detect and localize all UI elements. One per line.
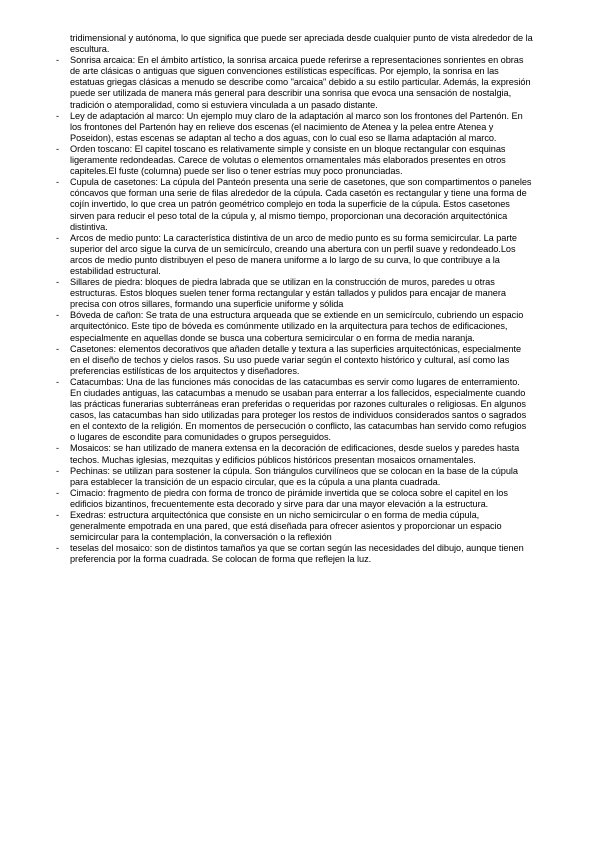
glossary-entry-sillares xyxy=(55,277,533,310)
bullet-dash: - xyxy=(56,143,60,154)
bullet-dash: - xyxy=(56,343,60,354)
entry-text: Cimacio: fragmento de piedra con forma de tronco de pirámide invertida que se coloca sobre el capitel en los edificios bizantinos, frecuentemente esta decorado y sirve para dar una mayor elevación a la estructura. xyxy=(70,487,508,509)
entry-text: teselas del mosaico: son de distintos tamaños ya que se cortan según las necesidades del dibujo, aunque tienen preferencia por la forma cuadrada. Se colocan de forma que reflejen la luz. xyxy=(70,543,524,565)
bullet-dash: - xyxy=(56,232,60,243)
entry-text: Exedras: estructura arquitectónica que consiste en un nicho semicircular o en forma de media cúpula, generalmente empotrada en una pared, que está diseñada para ofrecer asientos y proporcionar un espacio semicircular para la contemplación, la conversación o la reflexión xyxy=(70,510,502,543)
entry-text: Pechinas: se utilizan para sostener la cúpula. Son triángulos curvilíneos que se colocan en la base de la cúpula para establecer la transición de un espacio circular, que es la cúpula a una planta cuadrada. xyxy=(70,465,518,487)
glossary-entry-orden-toscano xyxy=(55,144,533,177)
glossary-list xyxy=(55,55,533,565)
entry-text: Casetones: elementos decorativos que añaden detalle y textura a las superficies arquitectónicas, especialmente en el diseño de techos y cielos rasos. Su uso puede variar según el contexto histórico y cultural, así como las preferencias estilísticas de los arquitectos y diseñadores. xyxy=(70,343,522,376)
entry-text: Cupula de casetones: La cúpula del Panteón presenta una serie de casetones, que son compartimentos o paneles cóncavos que forman una serie de filas alrededor de la cúpula. Cada casetón es rectangular y tiene una forma de cojín invertido, lo que crea un patrón geométrico complejo en toda la superficie de la cúpula. Estos casetones sirven para reducir el peso total de la cúpula y, al mismo tiempo, proporcionan una decoración arquitectónica distintiva. xyxy=(70,177,532,232)
glossary-entry-exedras xyxy=(55,510,533,543)
entry-text: Mosaicos: se han utilizado de manera extensa en la decoración de edificaciones, desde suelos y paredes hasta techos. Muchas iglesias, mezquitas y edificios públicos históricos presentan mosaicos ornamentales. xyxy=(70,443,520,465)
glossary-entry-teselas xyxy=(55,543,533,565)
bullet-dash: - xyxy=(56,277,60,288)
entry-text: Catacumbas: Una de las funciones más conocidas de las catacumbas es servir como lugares de enterramiento. En ciudades antiguas, las catacumbas a menudo se usaban para enterrar a los fallecidos, especialmente cuando las prácticas funerarias subterráneas eran preferidas o requeridas por razones culturales o religiosas. En algunos casos, las catacumbas han sido utilizadas para proteger los restos de individuos considerados santos o sagrados en el contexto de la religión. En momentos de persecución o conflicto, las catacumbas han servido como refugios o lugares de escondite para comunidades o grupos perseguidos. xyxy=(70,376,527,443)
bullet-dash: - xyxy=(56,55,60,66)
entry-text: Arcos de medio punto: La característica distintiva de un arco de medio punto es su forma semicircular. La parte superior del arco sigue la curva de un semicírculo, creando una abertura con un perfil suave y redondeado.Los arcos de medio punto distribuyen el peso de manera uniforme a lo largo de su curva, lo que contribuye a la estabilidad estructural. xyxy=(70,232,517,276)
glossary-entry-cimacio xyxy=(55,488,533,510)
continued-paragraph: tridimensional y autónoma, lo que significa que puede ser apreciada desde cualquier punto de vista alrededor de la escultura. xyxy=(70,33,533,55)
entry-text: Sillares de piedra: bloques de piedra labrada que se utilizan en la construcción de muros, paredes u otras estructuras. Estos bloques suelen tener forma rectangular y están tallados y pulidos para encajar de manera precisa con otros sillares, formando una superficie uniforme y sólida xyxy=(70,277,506,310)
glossary-entry-boveda-canon xyxy=(55,310,533,343)
bullet-dash: - xyxy=(56,110,60,121)
glossary-entry-mosaicos xyxy=(55,443,533,465)
glossary-entry-ley-adaptacion xyxy=(55,111,533,144)
glossary-entry-cupula-casetones xyxy=(55,177,533,232)
bullet-dash: - xyxy=(56,510,60,521)
document-body xyxy=(55,33,533,566)
glossary-entry-catacumbas xyxy=(55,377,533,444)
bullet-dash: - xyxy=(56,443,60,454)
bullet-dash: - xyxy=(56,465,60,476)
entry-text: Orden toscano: El capitel toscano es relativamente simple y consiste en un bloque rectangular con esquinas ligeramente redondeadas. Carece de volutas o elementos ornamentales más elaborados presentes en otros capiteles.El fuste (columna) puede ser liso o tener estrías muy poco pronunciadas. xyxy=(70,143,506,177)
bullet-dash: - xyxy=(56,543,60,554)
entry-text: Ley de adaptación al marco: Un ejemplo muy claro de la adaptación al marco son los frontones del Partenón. En los frontones del Partenón hay en relieve dos escenas (el nacimiento de Atenea y la pelea entre Atenea y Poseidon), estas escenas se adaptan al techo a dos aguas, con lo cual eso se llama adaptación al marco. xyxy=(70,110,523,143)
bullet-dash: - xyxy=(56,376,60,387)
entry-text: Bóveda de cañon: Se trata de una estructura arqueada que se extiende en un semicírculo, cubriendo un espacio arquitectónico. Este tipo de bóveda es comúnmente utilizado en la arquitectura para techos de edificaciones, especialmente en aquellas donde se busca una cobertura semicircular o en forma de media naranja. xyxy=(70,310,524,343)
bullet-dash: - xyxy=(56,177,60,188)
glossary-entry-sonrisa-arcaica xyxy=(55,55,533,110)
bullet-dash: - xyxy=(56,487,60,498)
entry-text: Sonrisa arcaica: En el ámbito artístico, la sonrisa arcaica puede referirse a representaciones sonrientes en obras de arte clásicas o antiguas que siguen convenciones estilísticas específicas. Por ejemplo, la sonrisa en las estatuas griegas clásicas a menudo se describe como "arcaica" debido a su estilo particular. Además, la expresión puede ser utilizada de manera más general para describir una sonrisa que evoca una sensación de nostalgia, tradición o atemporalidad, como si estuviera vinculada a un pasado distante. xyxy=(70,55,531,110)
glossary-entry-arcos-medio-punto xyxy=(55,233,533,277)
glossary-entry-casetones xyxy=(55,344,533,377)
glossary-entry-pechinas xyxy=(55,466,533,488)
bullet-dash: - xyxy=(56,310,60,321)
